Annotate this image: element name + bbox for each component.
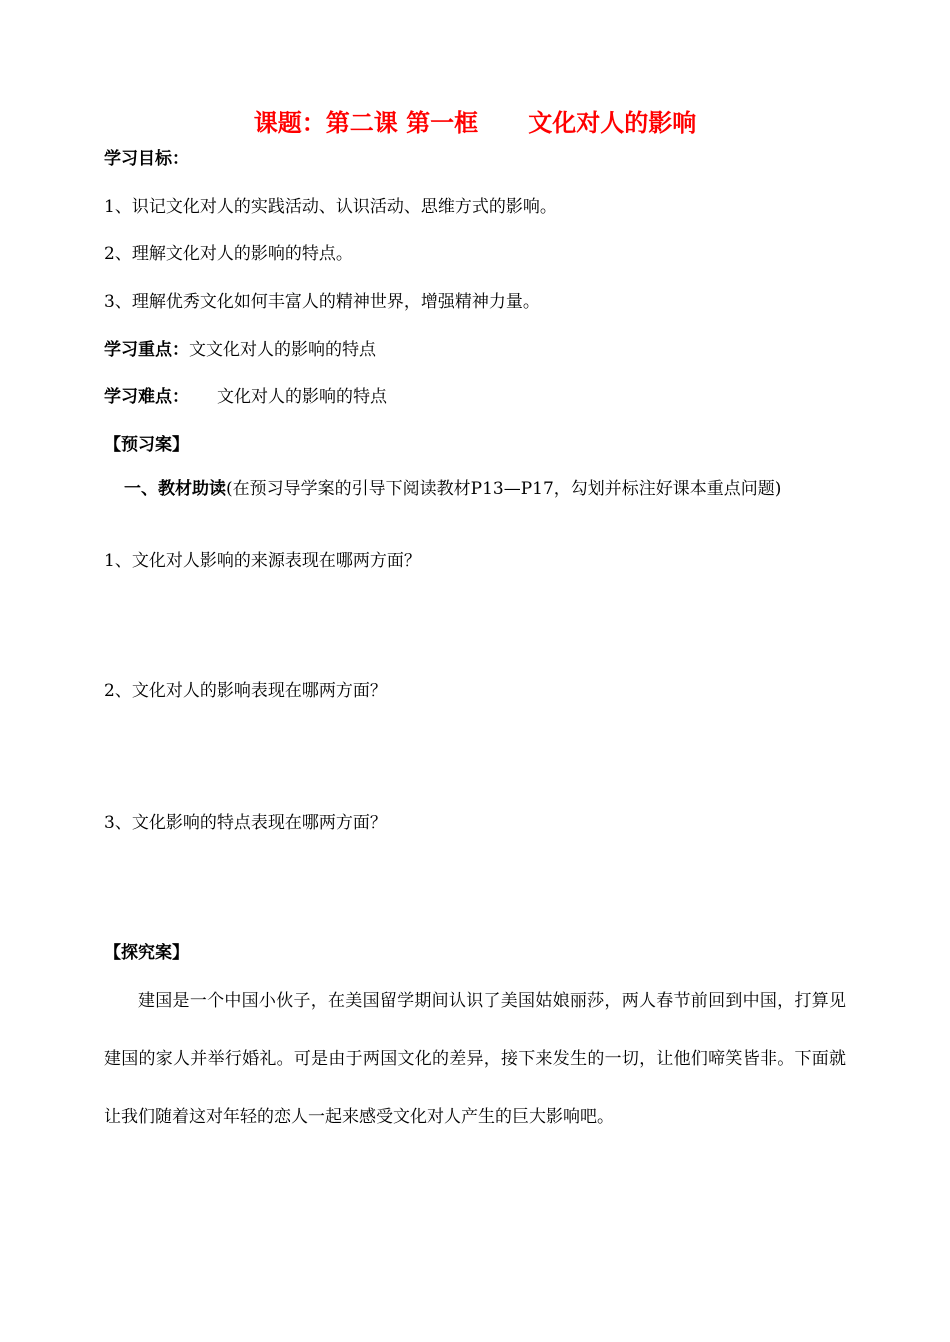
key-point-row <box>104 339 846 361</box>
preview-question-1: 1、文化对人影响的来源表现在哪两方面？ <box>104 551 421 571</box>
key-point-label: 学习重点： <box>104 340 189 360</box>
explore-paragraph: 建国是一个中国小伙子，在美国留学期间认识了美国姑娘丽莎，两人春节前回到中国，打算见建国的家人并举行婚礼。可是由于两国文化的差异，接下来发生的一切，让他们啼笑皆非。下面就让我们随着这对年轻的恋人一起来感受文化对人产生的巨大影响吧。 <box>104 991 846 1127</box>
page-title: 课题：第二课 第一框 文化对人的影响 <box>253 109 697 137</box>
difficult-point-text: 文化对人的影响的特点 <box>217 387 387 407</box>
textbook-guide <box>104 474 846 504</box>
objective-item-2: 2、理解文化对人的影响的特点。 <box>104 244 353 264</box>
textbook-guide-label: 一、教材助读 <box>124 479 226 499</box>
preview-question-2: 2、文化对人的影响表现在哪两方面？ <box>104 681 387 701</box>
objectives-heading: 学习目标： <box>104 149 189 169</box>
preview-heading: 【预习案】 <box>104 435 189 455</box>
objective-item-3: 3、理解优秀文化如何丰富人的精神世界，增强精神力量。 <box>104 292 540 312</box>
key-point-text: 文文化对人的影响的特点 <box>189 340 376 360</box>
objective-item-1: 1、识记文化对人的实践活动、认识活动、思维方式的影响。 <box>104 197 557 217</box>
difficult-point-row <box>104 386 846 408</box>
preview-question-3: 3、文化影响的特点表现在哪两方面？ <box>104 813 387 833</box>
difficult-point-label: 学习难点： <box>104 387 189 407</box>
textbook-guide-note: (在预习导学案的引导下阅读教材P13—P17，勾划并标注好课本重点问题) <box>226 479 782 499</box>
explore-heading: 【探究案】 <box>104 943 189 963</box>
